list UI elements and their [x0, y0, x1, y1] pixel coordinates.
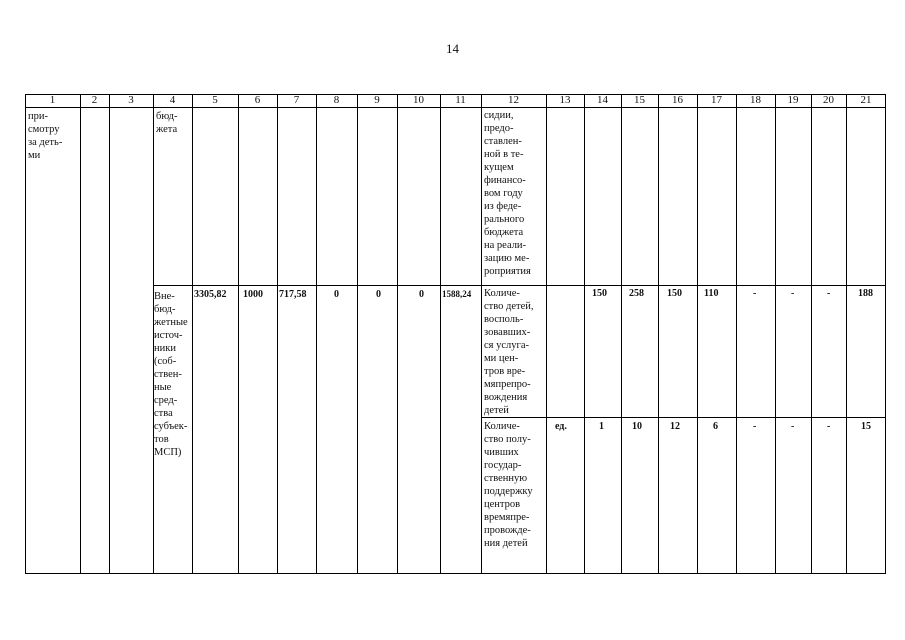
mid-col21-value: 188 — [858, 288, 873, 299]
col4-top-text: бюд- жета — [156, 111, 178, 135]
mid-col20-value: - — [827, 288, 831, 299]
header-col-21: 21 — [860, 94, 872, 106]
header-col-3: 3 — [128, 94, 134, 106]
header-col-10: 10 — [413, 94, 424, 106]
col12-top-text: сидии, предо- ставлен- ной в те- кущем финансо- вом году из феде- рального бюджета на реали- зацию ме- роприятия — [484, 110, 531, 277]
header-col-8: 8 — [333, 94, 340, 106]
mid-col11-value: 1588,24 — [442, 289, 472, 299]
mid-col7-value: 717,58 — [279, 289, 307, 300]
bot-col16-value: 12 — [670, 421, 680, 432]
bot-col14-value: 1 — [599, 421, 604, 432]
mid-col12-indicator: Количе- ство детей, восполь- зовавших- ся услуга- ми цен- тров вре- мяпрепро- вождения детей — [484, 288, 534, 416]
bot-col12-indicator: Количе- ство полу- чивших государ- ственную поддержку центров времяпре- провожде- ния детей — [484, 421, 533, 549]
header-col-17: 17 — [711, 94, 722, 106]
header-col-15: 15 — [634, 94, 645, 106]
header-col-18: 18 — [750, 94, 761, 106]
mid-col15-value: 258 — [629, 288, 644, 299]
mid-col6-value: 1000 — [243, 289, 263, 300]
mid-col19-value: - — [791, 288, 795, 299]
bot-col17-value: 6 — [713, 421, 718, 432]
bot-col13-unit: ед. — [555, 421, 567, 432]
bot-col19-value: - — [791, 421, 795, 432]
bot-col15-value: 10 — [632, 421, 642, 432]
header-col-6: 6 — [254, 94, 261, 106]
header-col-16: 16 — [672, 94, 683, 106]
mid-col16-value: 150 — [667, 288, 682, 299]
header-col-20: 20 — [823, 94, 834, 106]
header-col-9: 9 — [374, 94, 380, 106]
bot-col18-value: - — [753, 421, 757, 432]
data-table — [25, 94, 886, 574]
bot-col21-value: 15 — [861, 421, 871, 432]
mid-col10-value: 0 — [419, 289, 424, 300]
header-col-4: 4 — [169, 94, 176, 106]
col1-activity-text: при- смотру за деть- ми — [28, 111, 63, 161]
header-col-2: 2 — [91, 94, 98, 106]
header-col-11: 11 — [455, 94, 466, 106]
header-col-14: 14 — [597, 94, 608, 106]
mid-col5-value: 3305,82 — [194, 289, 227, 300]
header-col-7: 7 — [293, 94, 300, 106]
header-col-19: 19 — [787, 94, 799, 106]
mid-col17-value: 110 — [704, 288, 719, 299]
mid-col14-value: 150 — [592, 288, 607, 299]
col4-funding-source: Вне- бюд- жетные источ- ники (соб- ствен- ные сред- ства субъек- тов МСП) — [154, 291, 188, 458]
page-number: 14 — [446, 41, 459, 56]
bot-col20-value: - — [827, 421, 831, 432]
header-col-5: 5 — [212, 94, 218, 106]
header-col-1: 1 — [49, 94, 56, 106]
mid-col18-value: - — [753, 288, 757, 299]
header-col-13: 13 — [559, 94, 571, 106]
header-col-12: 12 — [508, 94, 519, 106]
mid-col8-value: 0 — [334, 289, 339, 300]
mid-col9-value: 0 — [376, 289, 381, 300]
